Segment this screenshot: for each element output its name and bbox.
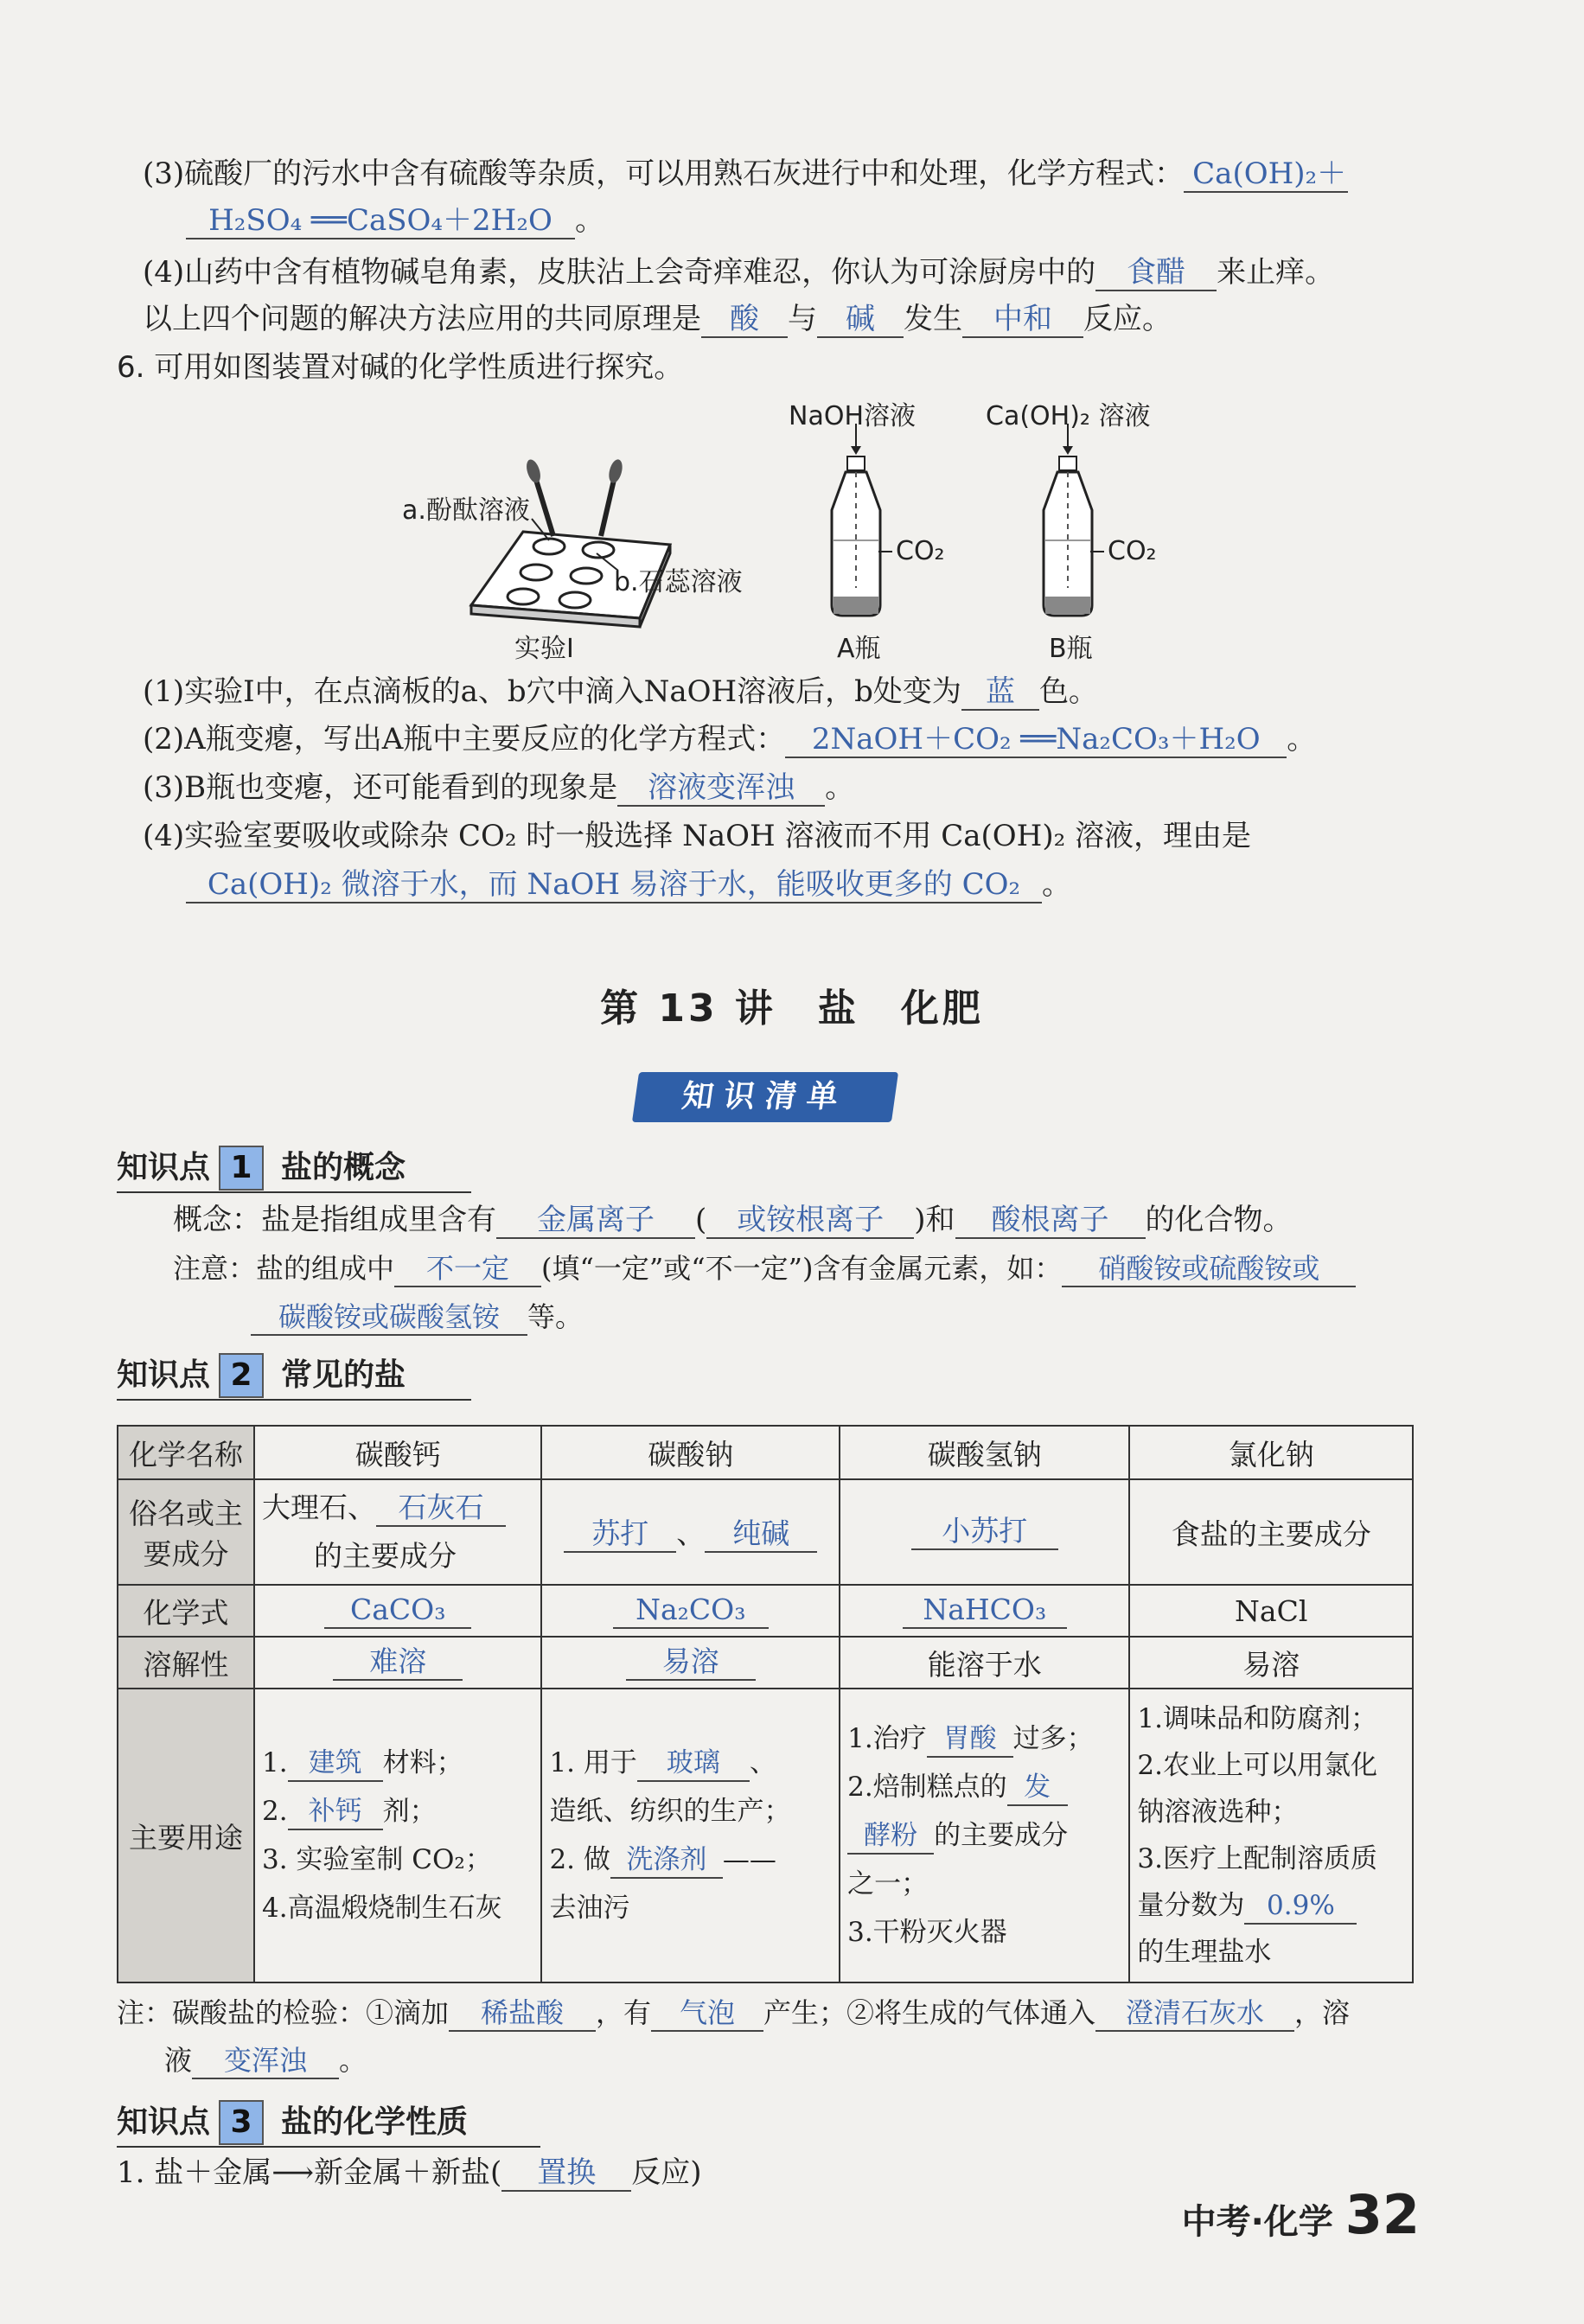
table-cell: NaCl [1129, 1585, 1413, 1637]
table-cell: 大理石、 石灰石 的主要成分 [254, 1479, 541, 1585]
answer-blank[interactable]: 小苏打 [911, 1514, 1058, 1550]
bottle-a-label: A瓶 [837, 634, 881, 664]
answer-blank[interactable]: 酸 [701, 302, 788, 338]
q5-part3: (3)硫酸厂的污水中含有硫酸等杂质，可以用熟石灰进行中和处理，化学方程式： Ca(OH)₂＋ [143, 154, 1348, 194]
answer-blank[interactable]: 苏打 [564, 1516, 676, 1553]
answer-blank[interactable]: 0.9% [1244, 1888, 1357, 1925]
knowledge-point-3-heading: 知识点 3 盐的化学性质 [117, 2097, 468, 2145]
answer-blank[interactable]: 蓝 [961, 674, 1039, 711]
experiment-1-label: 实验Ⅰ [514, 634, 574, 664]
kp2-note: 注：碳酸盐的检验：①滴加 稀盐酸 ，有 气泡 产生；②将生成的气体通入 澄清石灰水 ，溶 [117, 1993, 1350, 2033]
co2-b-label: CO₂ [1108, 536, 1157, 566]
subject-label: 中考·化学 [1181, 2202, 1333, 2242]
table-cell: 食盐的主要成分 [1129, 1479, 1413, 1585]
table-cell: 苏打 、 纯碱 [541, 1479, 840, 1585]
answer-blank[interactable]: H₂SO₄ ══CaSO₄＋2H₂O [186, 203, 575, 239]
answer-blank[interactable]: Na₂CO₃ [613, 1593, 769, 1629]
table-cell: 能溶于水 [840, 1637, 1129, 1689]
divider [117, 2146, 540, 2148]
table-cell [254, 1637, 541, 1689]
q5-part4: (4)山药中含有植物碱皂角素，皮肤沾上会奇痒难忍，你认为可涂厨房中的 食醋 来止痒。 [143, 255, 1335, 290]
knowledge-list-banner: 知识清单 [632, 1072, 898, 1122]
table-cell [840, 1479, 1129, 1585]
table-cell: 氯化钠 [1129, 1426, 1413, 1479]
table-cell [541, 1585, 840, 1637]
naoh-label: NaOH溶液 [789, 401, 916, 431]
table-cell: 碳酸钙 [254, 1426, 541, 1479]
q6-part4-cont: Ca(OH)₂ 微溶于水，而 NaOH 易溶于水，能吸收更多的 CO₂ 。 [186, 865, 1071, 904]
page-footer [1182, 2183, 1420, 2246]
bottle-b-drawing [1044, 424, 1104, 616]
answer-blank[interactable]: 置换 [501, 2155, 631, 2192]
table-row [118, 1585, 1413, 1637]
answer-blank[interactable]: 食醋 [1095, 255, 1217, 291]
bottle-a-drawing [832, 424, 892, 616]
table-row [118, 1479, 1413, 1585]
q6-part4: (4)实验室要吸收或除杂 CO₂ 时一般选择 NaOH 溶液而不用 Ca(OH)₂ 溶液，理由是 [143, 819, 1252, 853]
litmus-label: b.石蕊溶液 [614, 567, 743, 597]
answer-blank[interactable]: 酵粉 [847, 1818, 934, 1855]
table-header: 化学名称 [118, 1426, 254, 1479]
table-cell: 易溶 [1129, 1637, 1413, 1689]
answer-blank[interactable]: 气泡 [651, 1995, 763, 2032]
answer-blank[interactable]: 碳酸铵或碳酸氢铵 [251, 1299, 527, 1336]
table-row [118, 1426, 1413, 1479]
common-salts-table [117, 1425, 1414, 1983]
table-header: 俗名或主要成分 [118, 1479, 254, 1585]
q6-title: 6. 可用如图装置对碱的化学性质进行探究。 [117, 350, 684, 385]
table-header: 溶解性 [118, 1637, 254, 1689]
answer-blank[interactable]: 金属离子 [496, 1203, 695, 1239]
phenolphthalein-label: a.酚酞溶液 [402, 495, 530, 526]
q5-summary: 以上四个问题的解决方法应用的共同原理是 酸 与 碱 发生 中和 反应。 [143, 302, 1172, 336]
table-cell: 1. 用于 玻璃 、 造纸、纺织的生产； 2. 做 洗涤剂 —— 去油污 [541, 1689, 840, 1982]
divider [117, 1191, 471, 1193]
table-cell: 碳酸钠 [541, 1426, 840, 1479]
bottle-b-label: B瓶 [1049, 634, 1093, 664]
kp1-concept: 概念：盐是指组成里含有 金属离子 ( 或铵根离子 )和 酸根离子 的化合物。 [173, 1203, 1293, 1237]
page-number: 32 [1344, 2183, 1420, 2246]
table-header: 主要用途 [118, 1689, 254, 1982]
answer-blank[interactable]: Ca(OH)₂＋ [1184, 156, 1348, 193]
q5-part3-cont: H₂SO₄ ══CaSO₄＋2H₂O 。 [186, 201, 604, 240]
answer-blank[interactable]: 或铵根离子 [706, 1203, 914, 1239]
answer-blank[interactable]: 不一定 [394, 1251, 541, 1287]
answer-blank[interactable]: 中和 [962, 302, 1083, 338]
answer-blank[interactable]: 易溶 [626, 1644, 756, 1681]
table-cell [541, 1637, 840, 1689]
table-cell: 1.治疗 胃酸 过多； 2.焙制糕点的 发 酵粉 的主要成分 之一； 3.干粉灭火器 [840, 1689, 1129, 1982]
table-cell: 1.调味品和防腐剂； 2.农业上可以用氯化 钠溶液选种； 3.医疗上配制溶质质 量分数为 0.9% 的生理盐水 [1129, 1689, 1413, 1982]
answer-blank[interactable]: 纯碱 [705, 1516, 817, 1553]
table-header: 化学式 [118, 1585, 254, 1637]
answer-blank[interactable]: CaCO₃ [324, 1593, 471, 1629]
answer-blank[interactable]: 洗涤剂 [610, 1842, 723, 1879]
answer-blank[interactable]: 石灰石 [376, 1491, 506, 1527]
spot-plate-drawing [471, 458, 670, 627]
table-cell [254, 1585, 541, 1637]
divider [117, 1399, 471, 1401]
answer-blank[interactable]: 硝酸铵或硫酸铵或 [1062, 1251, 1356, 1287]
lesson-title: 第 13 讲 盐 化肥 [600, 986, 984, 1031]
answer-blank[interactable]: 2NaOH＋CO₂ ══Na₂CO₃＋H₂O [785, 722, 1287, 758]
table-row [118, 1689, 1413, 1982]
caoh-label: Ca(OH)₂ 溶液 [986, 401, 1151, 431]
knowledge-point-2-heading: 知识点 2 常见的盐 [117, 1350, 406, 1398]
table-cell: 碳酸氢钠 [840, 1426, 1129, 1479]
answer-blank[interactable]: 补钙 [288, 1794, 383, 1830]
answer-blank[interactable]: 难溶 [333, 1644, 463, 1681]
answer-blank[interactable]: 发 [1007, 1770, 1068, 1806]
answer-blank[interactable]: 胃酸 [927, 1721, 1013, 1758]
answer-blank[interactable]: 碱 [817, 302, 904, 338]
answer-blank[interactable]: 溶液变浑浊 [617, 770, 825, 807]
table-cell [840, 1585, 1129, 1637]
answer-blank[interactable]: 建筑 [288, 1746, 383, 1782]
q6-part2: (2)A瓶变瘪，写出A瓶中主要反应的化学方程式： 2NaOH＋CO₂ ══Na₂CO₃＋H₂O 。 [143, 722, 1317, 757]
q6-part3: (3)B瓶也变瘪，还可能看到的现象是 溶液变浑浊 。 [143, 770, 855, 805]
table-row [118, 1637, 1413, 1689]
co2-a-label: CO₂ [896, 536, 945, 566]
kp3-item1: 1. 盐＋金属⟶新金属＋新盐( 置换 反应) [117, 2155, 702, 2190]
answer-blank[interactable]: 酸根离子 [955, 1203, 1146, 1239]
kp2-note-cont: 液 变浑浊 。 [164, 2040, 367, 2080]
answer-blank[interactable]: 澄清石灰水 [1095, 1995, 1294, 2032]
table-cell: 1. 建筑 材料； 2. 补钙 剂； 3. 实验室制 CO₂； 4.高温煅烧制生石灰 [254, 1689, 541, 1982]
kp1-note: 注意：盐的组成中 不一定 (填“一定”或“不一定”)含有金属元素，如： 硝酸铵或硫酸铵或 [173, 1248, 1356, 1288]
answer-blank[interactable]: 玻璃 [637, 1746, 750, 1782]
knowledge-point-1-heading: 知识点 1 盐的概念 [117, 1143, 406, 1191]
q6-part1: (1)实验Ⅰ中，在点滴板的a、b穴中滴入NaOH溶液后，b处变为 蓝 色。 [143, 674, 1098, 709]
answer-blank[interactable]: 稀盐酸 [449, 1995, 596, 2032]
answer-blank[interactable]: Ca(OH)₂ 微溶于水，而 NaOH 易溶于水，能吸收更多的 CO₂ [186, 867, 1042, 903]
kp1-note-cont: 碳酸铵或碳酸氢铵 等。 [251, 1297, 583, 1337]
answer-blank[interactable]: NaHCO₃ [903, 1593, 1067, 1629]
answer-blank[interactable]: 变浑浊 [192, 2043, 339, 2079]
